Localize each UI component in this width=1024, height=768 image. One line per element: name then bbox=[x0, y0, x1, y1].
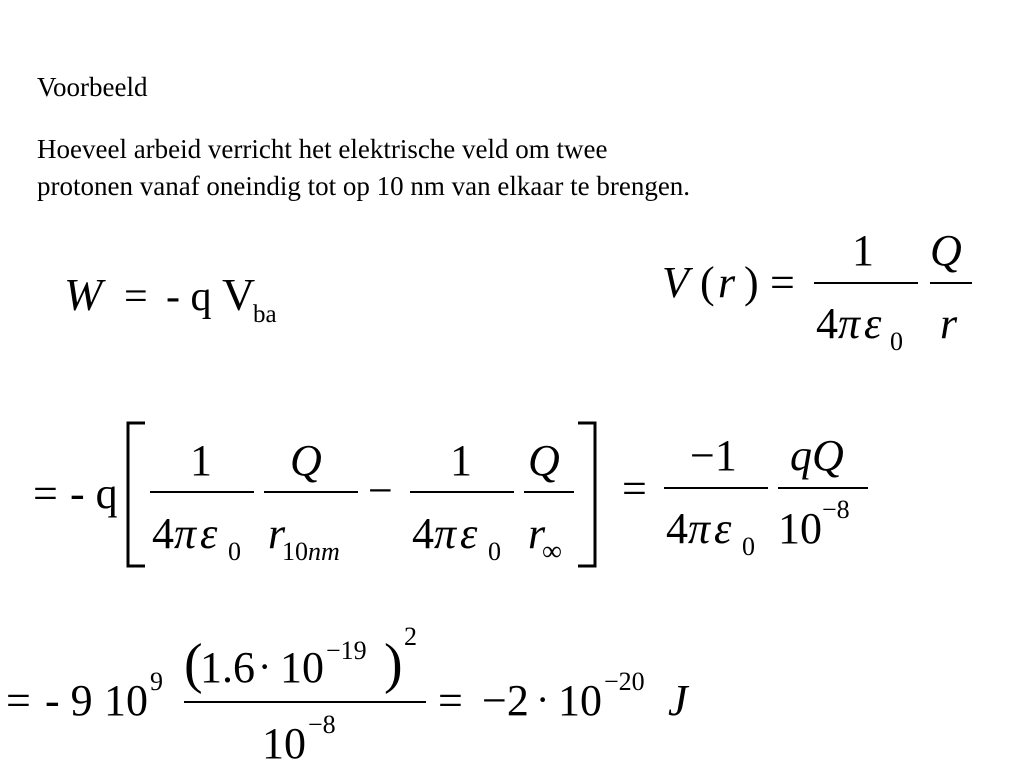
difference-equation bbox=[33, 423, 868, 567]
question-line-1: Hoeveel arbeid verricht het elektrische veld om twee bbox=[37, 134, 608, 164]
radius-symbol: r bbox=[268, 509, 286, 558]
pi-symbol: π bbox=[174, 509, 197, 558]
equals-sign: = bbox=[438, 676, 463, 725]
denominator-4: 4 bbox=[152, 509, 174, 558]
right-paren: ) bbox=[384, 633, 403, 695]
subscript-10: 10 bbox=[282, 537, 308, 566]
exponent-9: 9 bbox=[150, 667, 163, 696]
fraction-numerator: 1 bbox=[852, 226, 874, 275]
pi-symbol: π bbox=[434, 509, 457, 558]
subscript-nm: nm bbox=[308, 537, 340, 566]
ten-denominator: 10 bbox=[778, 504, 822, 553]
value-1-6: 1.6 bbox=[200, 643, 255, 692]
subscript-0: 0 bbox=[488, 537, 501, 566]
exponent-neg8: −8 bbox=[308, 710, 336, 739]
epsilon-symbol: ε bbox=[200, 509, 218, 558]
ten-denominator: 10 bbox=[262, 719, 306, 768]
term3-numerator: 1 bbox=[450, 436, 472, 485]
pi-symbol: π bbox=[838, 299, 861, 348]
ten-base: 10 bbox=[104, 676, 148, 725]
exponent-2: 2 bbox=[404, 622, 417, 651]
equals-sign: = bbox=[622, 464, 647, 513]
term1-numerator: 1 bbox=[190, 436, 212, 485]
radius-symbol: r bbox=[528, 509, 546, 558]
left-paren: ( bbox=[700, 258, 715, 307]
minus-q: - q bbox=[166, 274, 212, 320]
ten-base: 10 bbox=[558, 676, 602, 725]
denominator-4: 4 bbox=[412, 509, 434, 558]
qQ-numerator: qQ bbox=[790, 431, 844, 480]
left-paren: ( bbox=[184, 633, 203, 695]
work-symbol: W bbox=[64, 269, 103, 320]
exponent-neg19: −19 bbox=[326, 636, 367, 665]
equals-sign: = bbox=[6, 676, 31, 725]
denominator-4: 4 bbox=[666, 504, 688, 553]
charge-symbol: Q bbox=[290, 436, 322, 485]
ten-base: 10 bbox=[280, 643, 324, 692]
question-line-2: protonen vanaf oneindig tot op 10 nm van elkaar te brengen. bbox=[37, 171, 691, 201]
work-equation bbox=[64, 269, 277, 328]
exponent-neg20: −20 bbox=[604, 667, 645, 696]
radius-symbol: r bbox=[718, 258, 736, 307]
exponent-neg8: −8 bbox=[822, 495, 850, 524]
dot-operator: · bbox=[536, 677, 550, 722]
left-bracket bbox=[128, 423, 145, 566]
minus-sign: − bbox=[368, 466, 393, 515]
potential-symbol: V bbox=[662, 258, 689, 307]
result-coefficient: −2 bbox=[482, 676, 529, 725]
denominator-4: 4 bbox=[816, 299, 838, 348]
subscript-0: 0 bbox=[228, 537, 241, 566]
potential-symbol: V bbox=[222, 269, 256, 320]
epsilon-symbol: ε bbox=[460, 509, 478, 558]
equals-sign: = bbox=[770, 258, 795, 307]
subscript-ba: ba bbox=[253, 301, 277, 328]
pi-symbol: π bbox=[688, 504, 711, 553]
charge-symbol: Q bbox=[930, 226, 962, 275]
subscript-0: 0 bbox=[742, 532, 755, 561]
dot-operator: · bbox=[258, 644, 272, 689]
subscript-infinity: ∞ bbox=[542, 536, 562, 567]
radius-symbol: r bbox=[940, 299, 958, 348]
subscript-0: 0 bbox=[890, 327, 903, 356]
right-bracket bbox=[578, 423, 595, 566]
epsilon-symbol: ε bbox=[864, 299, 882, 348]
minus-nine: - 9 bbox=[45, 676, 93, 725]
right-paren: ) bbox=[744, 258, 759, 307]
joule-unit: J bbox=[668, 676, 688, 725]
numeric-result-equation bbox=[6, 622, 690, 768]
equals-sign: = bbox=[33, 469, 58, 518]
equals-sign: = bbox=[124, 274, 148, 320]
result-numerator: −1 bbox=[690, 431, 737, 480]
potential-equation bbox=[662, 226, 972, 356]
slide-heading: Voorbeeld bbox=[37, 72, 148, 102]
minus-q: - q bbox=[70, 469, 118, 518]
charge-symbol: Q bbox=[528, 436, 560, 485]
epsilon-symbol: ε bbox=[714, 504, 732, 553]
